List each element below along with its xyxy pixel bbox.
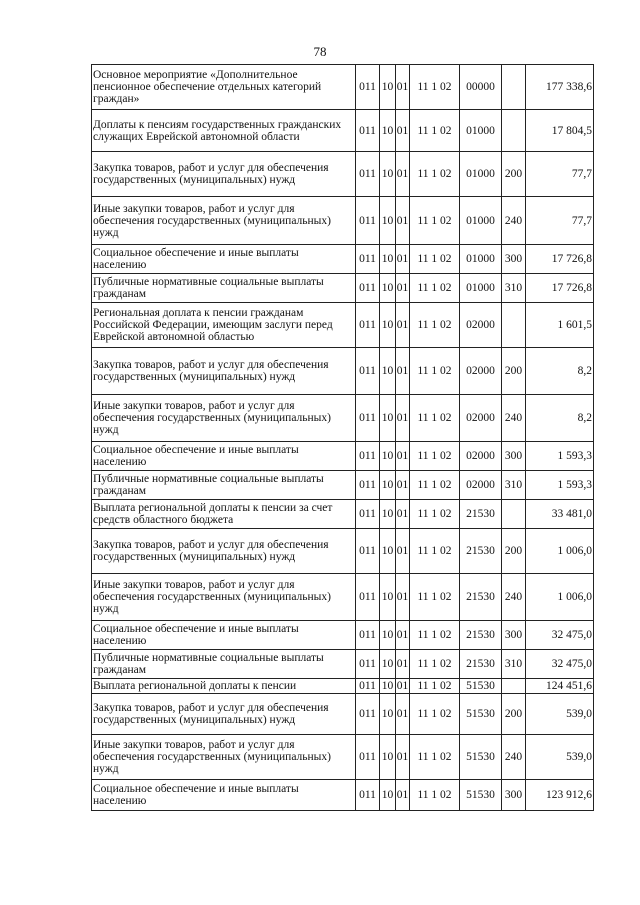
table-row xyxy=(92,274,594,303)
row-code-cell: 02000 xyxy=(460,471,502,500)
budget-table-body xyxy=(92,65,594,811)
row-sum-cell: 1 006,0 xyxy=(526,574,594,621)
row-code-cell: 51530 xyxy=(460,694,502,735)
row-pr-cell: 01 xyxy=(396,274,410,303)
row-vr-cell: 310 xyxy=(502,274,526,303)
table-row xyxy=(92,735,594,780)
row-vr-cell: 310 xyxy=(502,650,526,679)
row-vr-cell: 200 xyxy=(502,348,526,395)
row-code-cell: 21530 xyxy=(460,650,502,679)
row-vr-cell xyxy=(502,679,526,694)
row-program-cell: 11 1 02 xyxy=(410,65,460,110)
row-sum-cell: 123 912,6 xyxy=(526,780,594,811)
row-pr-cell: 01 xyxy=(396,471,410,500)
row-pr-cell: 01 xyxy=(396,303,410,348)
row-rz-cell: 10 xyxy=(380,679,396,694)
row-vr-cell xyxy=(502,303,526,348)
row-name-cell: Закупка товаров, работ и услуг для обеспечения государственных (муниципальных) нужд xyxy=(92,152,356,197)
row-vr-cell xyxy=(502,65,526,110)
row-vr-cell: 200 xyxy=(502,694,526,735)
row-name-cell: Региональная доплата к пенсии гражданам Российской Федерации, имеющим заслуги перед Еврейской автономной областью xyxy=(92,303,356,348)
row-name-cell: Социальное обеспечение и иные выплаты населению xyxy=(92,245,356,274)
row-rz-cell: 10 xyxy=(380,621,396,650)
row-sum-cell: 1 601,5 xyxy=(526,303,594,348)
row-program-cell: 11 1 02 xyxy=(410,780,460,811)
row-pr-cell: 01 xyxy=(396,348,410,395)
row-sum-cell: 124 451,6 xyxy=(526,679,594,694)
row-gr-cell: 011 xyxy=(356,529,380,574)
row-pr-cell: 01 xyxy=(396,780,410,811)
row-rz-cell: 10 xyxy=(380,110,396,152)
row-vr-cell: 300 xyxy=(502,780,526,811)
row-vr-cell xyxy=(502,500,526,529)
row-program-cell: 11 1 02 xyxy=(410,110,460,152)
row-gr-cell: 011 xyxy=(356,735,380,780)
row-code-cell: 21530 xyxy=(460,574,502,621)
row-sum-cell: 77,7 xyxy=(526,152,594,197)
row-sum-cell: 8,2 xyxy=(526,348,594,395)
table-row xyxy=(92,395,594,442)
page-number: 78 xyxy=(313,44,327,59)
row-name-cell: Выплата региональной доплаты к пенсии за счет средств областного бюджета xyxy=(92,500,356,529)
row-vr-cell: 240 xyxy=(502,395,526,442)
row-sum-cell: 32 475,0 xyxy=(526,621,594,650)
row-code-cell: 02000 xyxy=(460,442,502,471)
table-row xyxy=(92,574,594,621)
row-program-cell: 11 1 02 xyxy=(410,735,460,780)
row-program-cell: 11 1 02 xyxy=(410,621,460,650)
row-sum-cell: 8,2 xyxy=(526,395,594,442)
row-gr-cell: 011 xyxy=(356,197,380,245)
row-gr-cell: 011 xyxy=(356,574,380,621)
row-sum-cell: 17 804,5 xyxy=(526,110,594,152)
row-name-cell: Закупка товаров, работ и услуг для обеспечения государственных (муниципальных) нужд xyxy=(92,529,356,574)
row-sum-cell: 539,0 xyxy=(526,735,594,780)
row-program-cell: 11 1 02 xyxy=(410,471,460,500)
row-vr-cell: 240 xyxy=(502,197,526,245)
row-vr-cell: 200 xyxy=(502,529,526,574)
row-gr-cell: 011 xyxy=(356,303,380,348)
row-code-cell: 01000 xyxy=(460,110,502,152)
row-name-cell: Социальное обеспечение и иные выплаты населению xyxy=(92,442,356,471)
row-sum-cell: 32 475,0 xyxy=(526,650,594,679)
row-code-cell: 01000 xyxy=(460,245,502,274)
row-vr-cell xyxy=(502,110,526,152)
budget-table-container xyxy=(91,64,593,811)
budget-table xyxy=(91,64,594,811)
row-code-cell: 51530 xyxy=(460,679,502,694)
row-sum-cell: 17 726,8 xyxy=(526,245,594,274)
row-code-cell: 51530 xyxy=(460,735,502,780)
row-rz-cell: 10 xyxy=(380,650,396,679)
row-pr-cell: 01 xyxy=(396,694,410,735)
row-name-cell: Социальное обеспечение и иные выплаты населению xyxy=(92,780,356,811)
row-code-cell: 00000 xyxy=(460,65,502,110)
row-gr-cell: 011 xyxy=(356,694,380,735)
table-row xyxy=(92,780,594,811)
row-pr-cell: 01 xyxy=(396,395,410,442)
table-row xyxy=(92,621,594,650)
row-pr-cell: 01 xyxy=(396,197,410,245)
row-rz-cell: 10 xyxy=(380,780,396,811)
row-code-cell: 21530 xyxy=(460,500,502,529)
row-program-cell: 11 1 02 xyxy=(410,274,460,303)
row-sum-cell: 177 338,6 xyxy=(526,65,594,110)
row-name-cell: Иные закупки товаров, работ и услуг для обеспечения государственных (муниципальных) нужд xyxy=(92,395,356,442)
row-rz-cell: 10 xyxy=(380,694,396,735)
row-gr-cell: 011 xyxy=(356,621,380,650)
table-row xyxy=(92,442,594,471)
row-rz-cell: 10 xyxy=(380,152,396,197)
row-vr-cell: 200 xyxy=(502,152,526,197)
row-name-cell: Закупка товаров, работ и услуг для обеспечения государственных (муниципальных) нужд xyxy=(92,694,356,735)
row-sum-cell: 17 726,8 xyxy=(526,274,594,303)
row-pr-cell: 01 xyxy=(396,680,409,692)
table-row xyxy=(92,529,594,574)
table-row xyxy=(92,65,594,110)
table-row xyxy=(92,197,594,245)
row-sum-cell: 1 593,3 xyxy=(526,471,594,500)
row-vr-cell: 300 xyxy=(502,245,526,274)
row-rz-cell: 10 xyxy=(380,471,396,500)
table-row xyxy=(92,679,594,694)
row-rz-cell: 10 xyxy=(380,442,396,471)
row-name-cell: Иные закупки товаров, работ и услуг для обеспечения государственных (муниципальных) нужд xyxy=(92,735,356,780)
row-name-cell: Доплаты к пенсиям государственных гражданских служащих Еврейской автономной области xyxy=(92,110,356,152)
row-code-cell: 01000 xyxy=(460,197,502,245)
row-code-cell: 02000 xyxy=(460,303,502,348)
row-rz-cell: 10 xyxy=(380,197,396,245)
row-vr-cell: 300 xyxy=(502,621,526,650)
row-program-cell: 11 1 02 xyxy=(410,152,460,197)
row-name-cell: Основное мероприятие «Дополнительное пенсионное обеспечение отдельных категорий граждан» xyxy=(92,65,356,110)
row-code-cell: 02000 xyxy=(460,395,502,442)
row-pr-cell: 01 xyxy=(396,500,410,529)
row-name-cell: Публичные нормативные социальные выплаты гражданам xyxy=(92,274,356,303)
row-code-cell: 21530 xyxy=(460,529,502,574)
row-gr-cell: 011 xyxy=(356,110,380,152)
row-program-cell: 11 1 02 xyxy=(410,529,460,574)
table-row xyxy=(92,471,594,500)
row-rz-cell: 10 xyxy=(380,735,396,780)
row-gr-cell: 011 xyxy=(356,348,380,395)
row-name-cell: Закупка товаров, работ и услуг для обеспечения государственных (муниципальных) нужд xyxy=(92,348,356,395)
row-pr-cell: 01 xyxy=(396,442,410,471)
row-gr-cell: 011 xyxy=(356,395,380,442)
row-sum-cell: 539,0 xyxy=(526,694,594,735)
row-pr-cell: 01 xyxy=(396,650,410,679)
table-row xyxy=(92,152,594,197)
table-row xyxy=(92,303,594,348)
row-rz-cell: 10 xyxy=(380,245,396,274)
row-sum-cell: 1 593,3 xyxy=(526,442,594,471)
row-vr-cell: 240 xyxy=(502,735,526,780)
table-row xyxy=(92,500,594,529)
table-row xyxy=(92,348,594,395)
row-name-cell: Публичные нормативные социальные выплаты гражданам xyxy=(92,471,356,500)
row-rz-cell: 10 xyxy=(380,529,396,574)
row-gr-cell: 011 xyxy=(356,245,380,274)
row-rz-cell: 10 xyxy=(380,274,396,303)
row-pr-cell: 01 xyxy=(396,529,410,574)
row-program-cell: 11 1 02 xyxy=(410,442,460,471)
row-program-cell: 11 1 02 xyxy=(410,303,460,348)
row-rz-cell: 10 xyxy=(380,348,396,395)
row-code-cell: 02000 xyxy=(460,348,502,395)
row-gr-cell: 011 xyxy=(356,152,380,197)
row-program-cell: 11 1 02 xyxy=(410,348,460,395)
row-gr-cell: 011 xyxy=(356,500,380,529)
row-vr-cell: 300 xyxy=(502,442,526,471)
row-pr-cell: 01 xyxy=(396,245,410,274)
row-pr-cell: 01 xyxy=(396,65,410,110)
row-gr-cell: 011 xyxy=(356,442,380,471)
row-gr-cell: 011 xyxy=(356,679,380,694)
row-sum-cell: 1 006,0 xyxy=(526,529,594,574)
row-program-cell: 11 1 02 xyxy=(410,245,460,274)
row-name-cell: Иные закупки товаров, работ и услуг для обеспечения государственных (муниципальных) нужд xyxy=(92,197,356,245)
row-gr-cell: 011 xyxy=(356,650,380,679)
row-program-cell: 11 1 02 xyxy=(410,694,460,735)
row-code-cell: 51530 xyxy=(460,780,502,811)
row-gr-cell: 011 xyxy=(356,274,380,303)
row-pr-cell: 01 xyxy=(396,152,410,197)
row-pr-cell: 01 xyxy=(396,574,410,621)
row-program-cell: 11 1 02 xyxy=(410,679,460,694)
row-rz-cell: 10 xyxy=(380,303,396,348)
row-code-cell: 01000 xyxy=(460,152,502,197)
row-vr-cell: 240 xyxy=(502,574,526,621)
row-sum-cell: 77,7 xyxy=(526,197,594,245)
row-gr-cell: 011 xyxy=(356,471,380,500)
row-name-cell: Публичные нормативные социальные выплаты гражданам xyxy=(92,650,356,679)
row-code-cell: 01000 xyxy=(460,274,502,303)
row-code-cell: 21530 xyxy=(460,621,502,650)
row-rz-cell: 10 xyxy=(380,574,396,621)
row-gr-cell: 011 xyxy=(356,780,380,811)
row-program-cell: 11 1 02 xyxy=(410,500,460,529)
row-name-cell: Социальное обеспечение и иные выплаты населению xyxy=(92,621,356,650)
table-row xyxy=(92,694,594,735)
row-program-cell: 11 1 02 xyxy=(410,197,460,245)
row-program-cell: 11 1 02 xyxy=(410,395,460,442)
row-pr-cell: 01 xyxy=(396,735,410,780)
row-rz-cell: 10 xyxy=(380,65,396,110)
row-program-cell: 11 1 02 xyxy=(410,650,460,679)
row-sum-cell: 33 481,0 xyxy=(526,500,594,529)
row-rz-cell: 10 xyxy=(380,395,396,442)
row-gr-cell: 011 xyxy=(356,65,380,110)
row-name-cell: Иные закупки товаров, работ и услуг для обеспечения государственных (муниципальных) нужд xyxy=(92,574,356,621)
table-row xyxy=(92,245,594,274)
row-rz-cell: 10 xyxy=(380,500,396,529)
row-program-cell: 11 1 02 xyxy=(410,574,460,621)
row-name-cell: Выплата региональной доплаты к пенсии xyxy=(92,679,356,694)
row-pr-cell: 01 xyxy=(396,110,410,152)
row-vr-cell: 310 xyxy=(502,471,526,500)
row-pr-cell: 01 xyxy=(396,621,410,650)
table-row xyxy=(92,110,594,152)
table-row xyxy=(92,650,594,679)
